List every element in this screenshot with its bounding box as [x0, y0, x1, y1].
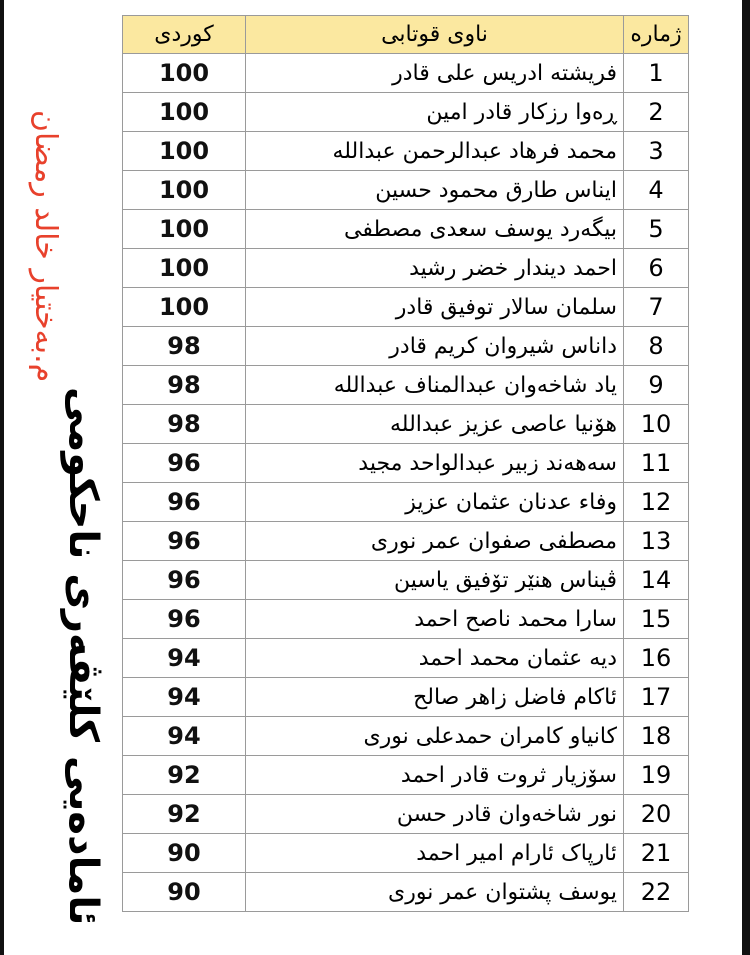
table-row	[123, 327, 689, 366]
row-number-cell: 11	[624, 444, 689, 483]
grade-cell: 96	[123, 522, 246, 561]
table-row	[123, 600, 689, 639]
table-row	[123, 444, 689, 483]
grade-cell: 92	[123, 756, 246, 795]
student-name-cell: ڕەوا رزکار قادر امین	[246, 93, 624, 132]
student-name-cell: یاد شاخەوان عبدالمناف عبدالله	[246, 366, 624, 405]
student-name-cell: داناس شیروان کریم قادر	[246, 327, 624, 366]
grade-cell: 92	[123, 795, 246, 834]
student-name-cell: محمد فرهاد عبدالرحمن عبدالله	[246, 132, 624, 171]
student-name-cell: ئاکام فاضل زاهر صالح	[246, 678, 624, 717]
table-row	[123, 132, 689, 171]
right-frame-border	[742, 0, 750, 955]
grade-cell: 100	[123, 93, 246, 132]
row-number-cell: 13	[624, 522, 689, 561]
row-number-cell: 19	[624, 756, 689, 795]
grade-cell: 96	[123, 600, 246, 639]
row-number-cell: 3	[624, 132, 689, 171]
header-subject: کوردی	[123, 16, 246, 54]
row-number-cell: 17	[624, 678, 689, 717]
student-name-cell: سۆزیار ثروت قادر احمد	[246, 756, 624, 795]
grade-cell: 100	[123, 132, 246, 171]
student-name-cell: ایناس طارق محمود حسین	[246, 171, 624, 210]
row-number-cell: 15	[624, 600, 689, 639]
school-name: ئامادەیی کلێڤەری ناحکومی	[60, 386, 106, 925]
row-number-cell: 4	[624, 171, 689, 210]
grade-cell: 96	[123, 483, 246, 522]
student-name-cell: دیە عثمان محمد احمد	[246, 639, 624, 678]
table-row	[123, 54, 689, 93]
grade-cell: 98	[123, 327, 246, 366]
grade-cell: 96	[123, 444, 246, 483]
row-number-cell: 20	[624, 795, 689, 834]
row-number-cell: 22	[624, 873, 689, 912]
table-row	[123, 210, 689, 249]
student-name-cell: سارا محمد ناصح احمد	[246, 600, 624, 639]
student-name-cell: احمد دیندار خضر رشید	[246, 249, 624, 288]
table-header-row	[123, 16, 689, 54]
table-row	[123, 678, 689, 717]
teacher-name: م.بەختیار خالد رمضان	[28, 109, 63, 382]
table-row	[123, 873, 689, 912]
table-row	[123, 756, 689, 795]
student-name-cell: یوسف پشتوان عمر نوری	[246, 873, 624, 912]
grade-cell: 90	[123, 834, 246, 873]
row-number-cell: 2	[624, 93, 689, 132]
student-name-cell: سلمان سالار توفیق قادر	[246, 288, 624, 327]
table-row	[123, 93, 689, 132]
student-name-cell: وفاء عدنان عثمان عزیز	[246, 483, 624, 522]
header-student-name: ناوی قوتابی	[246, 16, 624, 54]
row-number-cell: 10	[624, 405, 689, 444]
table-row	[123, 405, 689, 444]
row-number-cell: 8	[624, 327, 689, 366]
student-name-cell: نور شاخەوان قادر حسن	[246, 795, 624, 834]
row-number-cell: 18	[624, 717, 689, 756]
table-row	[123, 561, 689, 600]
grade-cell: 100	[123, 249, 246, 288]
row-number-cell: 14	[624, 561, 689, 600]
left-frame-border	[0, 0, 4, 955]
student-name-cell: ڤیناس هنێر تۆفیق یاسین	[246, 561, 624, 600]
grade-cell: 96	[123, 561, 246, 600]
row-number-cell: 5	[624, 210, 689, 249]
grade-cell: 94	[123, 678, 246, 717]
grades-table	[122, 15, 689, 912]
row-number-cell: 1	[624, 54, 689, 93]
student-name-cell: بیگەرد یوسف سعدی مصطفی	[246, 210, 624, 249]
row-number-cell: 6	[624, 249, 689, 288]
table-row	[123, 522, 689, 561]
table-row	[123, 639, 689, 678]
table-row	[123, 366, 689, 405]
student-name-cell: هۆنیا عاصی عزیز عبدالله	[246, 405, 624, 444]
table-row	[123, 171, 689, 210]
grade-cell: 98	[123, 405, 246, 444]
table-row	[123, 834, 689, 873]
table-row	[123, 249, 689, 288]
grade-cell: 94	[123, 639, 246, 678]
table-row	[123, 795, 689, 834]
grade-cell: 100	[123, 210, 246, 249]
student-name-cell: فریشتە ادریس علی قادر	[246, 54, 624, 93]
table-row	[123, 717, 689, 756]
student-name-cell: ئارپاک ئارام امیر احمد	[246, 834, 624, 873]
row-number-cell: 9	[624, 366, 689, 405]
grade-cell: 100	[123, 288, 246, 327]
student-name-cell: سەهەند زبیر عبدالواحد مجید	[246, 444, 624, 483]
student-name-cell: مصطفی صفوان عمر نوری	[246, 522, 624, 561]
table-row	[123, 483, 689, 522]
student-name-cell: کانیاو کامران حمدعلی نوری	[246, 717, 624, 756]
table-row	[123, 288, 689, 327]
grade-cell: 94	[123, 717, 246, 756]
grade-cell: 90	[123, 873, 246, 912]
row-number-cell: 12	[624, 483, 689, 522]
header-number: ژمارە	[624, 16, 689, 54]
row-number-cell: 21	[624, 834, 689, 873]
row-number-cell: 7	[624, 288, 689, 327]
grade-cell: 100	[123, 54, 246, 93]
grade-cell: 100	[123, 171, 246, 210]
row-number-cell: 16	[624, 639, 689, 678]
grade-cell: 98	[123, 366, 246, 405]
